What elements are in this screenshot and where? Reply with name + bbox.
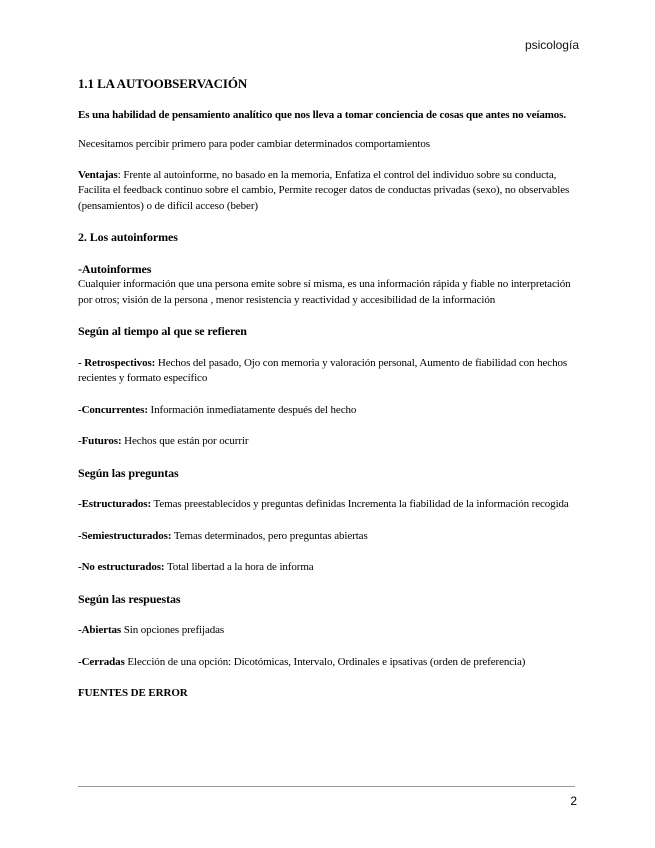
preguntas-heading: Según las preguntas	[78, 465, 179, 480]
abiertas-label: -Abiertas	[78, 624, 122, 636]
ventajas-label: Ventajas	[78, 168, 118, 181]
section-title: 1.1 LA AUTOOBSERVACIÓN	[78, 76, 248, 91]
estructurados-item	[78, 497, 578, 513]
retrospectivos-text: Hechos del pasado, Ojo con memoria y valoración personal, Aumento de fiabilidad con hechos recientes y formato específico	[78, 356, 568, 384]
tiempo-heading: Según al tiempo al que se refieren	[78, 324, 247, 338]
ventajas-text: : Frente al autoinforme, no basado en la memoria, Enfatiza el control del individuo sobre su conducta, Facilita el feedback continuo sobre el cambio, Permite recoger datos de conductas privadas (sexo), no observables (pensamientos) o de difícil acceso (beber)	[78, 168, 570, 212]
no-estructurados-item	[78, 560, 578, 576]
retrospectivos-item	[78, 356, 578, 387]
concurrentes-item	[78, 403, 578, 419]
cerradas-text: Elección de una opción: Dicotómicas, Intervalo, Ordinales e ipsativas (orden de preferencia)	[124, 655, 526, 668]
autoinformes-heading: -Autoinformes	[78, 261, 152, 276]
autoinformes-text: Cualquier información que una persona emite sobre sí misma, es una información rápida y fiable no interpretación por otros; visión de la persona , menor resistencia y reactividad y accesibilidad de la información	[78, 278, 571, 306]
intro-note: Necesitamos percibir primero para poder cambiar determinados comportamientos	[78, 138, 430, 150]
semiestructurados-text: Temas determinados, pero preguntas abiertas	[171, 529, 368, 542]
abiertas-item	[78, 623, 578, 639]
footer-divider	[78, 786, 575, 787]
retrospectivos-label: - Retrospectivos:	[78, 356, 156, 369]
estructurados-text: Temas preestablecidos y preguntas definidas Incrementa la fiabilidad de la información recogida	[151, 498, 569, 510]
respuestas-heading: Según las respuestas	[78, 591, 181, 606]
semiestructurados-label: -Semiestructurados:	[78, 529, 172, 542]
fuentes-error-heading: FUENTES DE ERROR	[78, 687, 188, 699]
ventajas-paragraph	[78, 168, 578, 215]
header-label: psicología	[524, 38, 579, 52]
futuros-item	[78, 434, 578, 450]
intro-definition: Es una habilidad de pensamiento analítico que nos lleva a tomar conciencia de cosas que antes no veíamos.	[78, 108, 567, 121]
semiestructurados-item	[78, 529, 578, 545]
estructurados-label: -Estructurados:	[78, 498, 152, 510]
abiertas-text: Sin opciones prefijadas	[121, 624, 225, 636]
cerradas-item	[78, 655, 578, 671]
document-body	[78, 76, 578, 702]
no-estructurados-label: -No estructurados:	[78, 561, 165, 573]
concurrentes-text: Información inmediatamente después del hecho	[147, 403, 357, 416]
concurrentes-label: -Concurrentes:	[78, 403, 148, 416]
page-number: 2	[570, 794, 577, 808]
cerradas-label: -Cerradas	[78, 655, 125, 668]
futuros-text: Hechos que están por ocurrir	[121, 435, 249, 447]
section2-title: 2. Los autoinformes	[78, 230, 178, 244]
futuros-label: -Futuros:	[78, 435, 122, 447]
no-estructurados-text: Total libertad a la hora de informa	[164, 561, 314, 573]
